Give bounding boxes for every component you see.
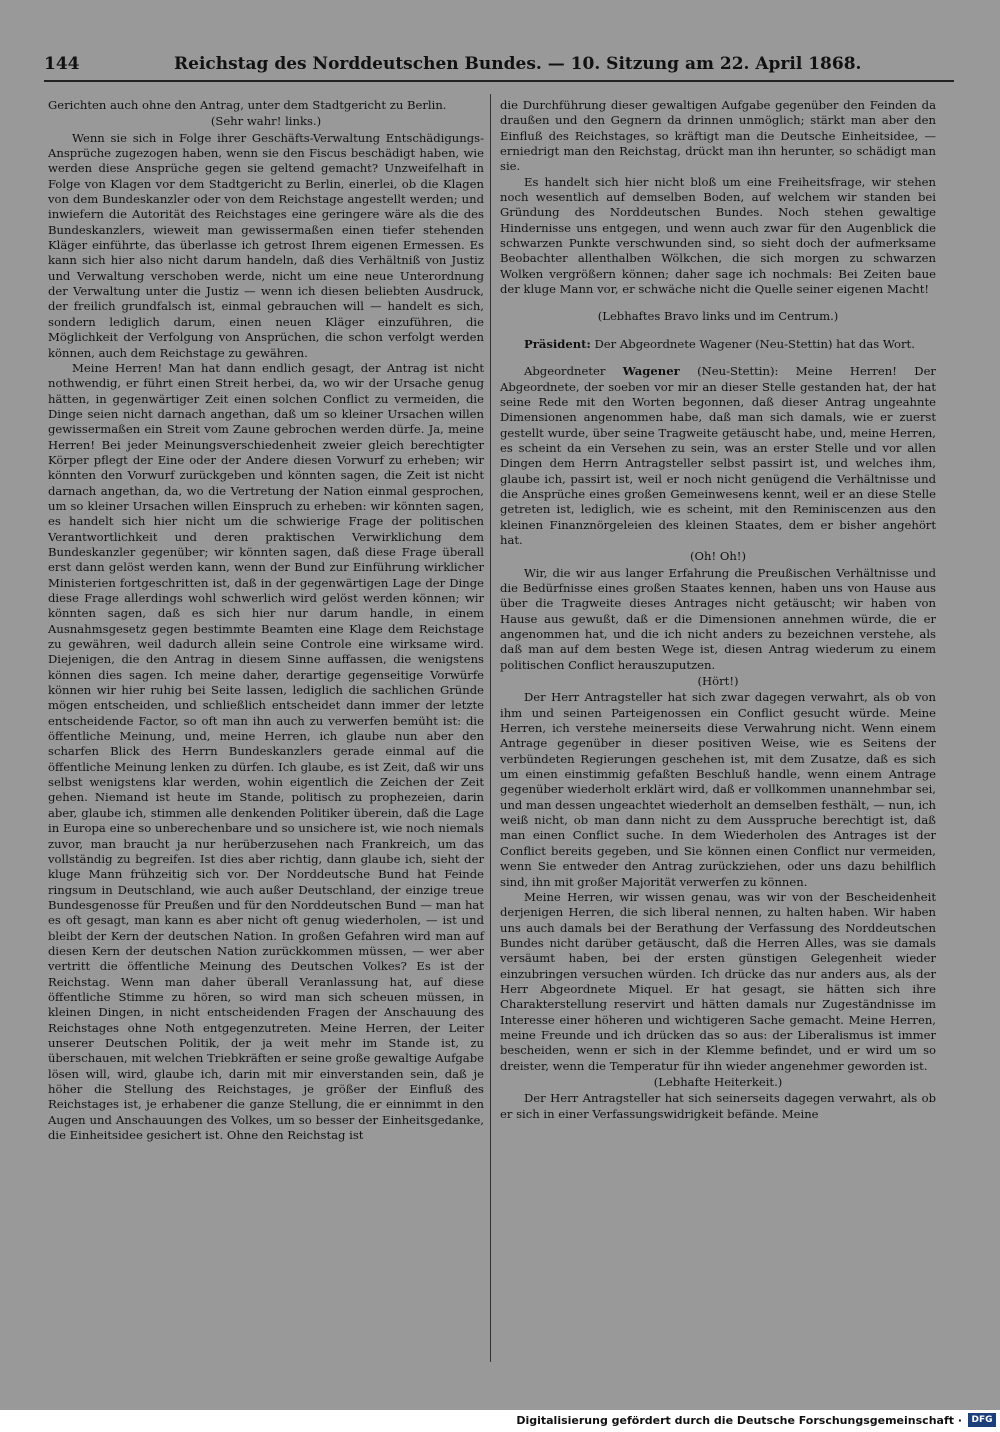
interjection: (Oh! Oh!) [690,549,746,564]
paragraph: Meine Herren, wir wissen genau, was wir von der Bescheidenheit derjenigen Herren, die sich liberal nennen, zu halten haben. Wir haben uns auch damals bei der Berathung der Verfassung des Norddeutschen Bundes nicht darüber getäuscht, daß die Herren Alles, was sie damals versäumt haben, bei der ersten günstigen Gelegenheit wieder einzubringen versuchen würden. Ich drücke das nur anders aus, als der Herr Abgeordnete Miquel. Er hat gesagt, sie hätten sich ihre Charakterstellung reservirt und hätten damals nur Zugeständnisse im Interesse einer höheren und wichtigeren Sache gemacht. Meine Herren, meine Freunde und ich drücken das so aus: der Liberalismus ist immer bescheiden, wenn er sich in der Klemme befindet, und er wird um so dreister, wenn die Temperatur für ihn wieder angenehmer geworden ist. [500,889,936,1073]
speaker-name: Wagener [622,364,680,379]
paragraph: Gerichten auch ohne den Antrag, unter dem Stadtgericht zu Berlin. [48,98,447,112]
page-header [44,54,954,82]
speaker-name: Präsident: [524,336,591,351]
paragraph: Es handelt sich hier nicht bloß um eine Freiheitsfrage, wir stehen noch wesentlich auf demselben Boden, auf welchem wir standen bei Gründung des Norddeutschen Bundes. Noch stehen gewaltige Hindernisse uns entgegen, und wenn auch zwar für den Augenblick die schwarzen Punkte verschwunden sind, so sieht doch der aufmerksame Beobachter allenthalben Wölkchen, die sich morgen zu schwarzen Wolken vergrößern können; daher sage ich nochmals: Bei Zeiten baue der kluge Mann vor, er schwäche nicht die Quelle seiner eigenen Macht! [500,174,936,297]
column-divider [490,94,491,1362]
paragraph: Der Herr Antragsteller hat sich zwar dagegen verwahrt, als ob von ihm und seinen Parteigenossen ein Conflict gesucht würde. Meine Herren, ich verstehe meinerseits diese Verwahrung nicht. Wenn einem Antrage gegenüber in dieser positiven Weise, wie es Seitens der verbündeten Regierungen geschehen ist, mit dem Zusatze, daß es sich um einen einstimmig gefaßten Beschluß handle, wenn einem Antrage gegenüber wiederholt erklärt wird, daß er vollkommen unannehmbar sei, und man dessen ungeachtet wiederholt an demselben festhält, — nun, ich weiß nicht, ob man dann nicht zu dem Ausspruche berechtigt ist, daß man einen Conflict suche. In dem Wiederholen des Antrages ist der Conflict bereits gegeben, und Sie können einen Conflict nur vermeiden, wenn Sie entweder den Antrag zurückziehen, oder uns dazu behilflich sind, ihn mit großer Majorität verwerfen zu können. [500,690,936,889]
paragraph: die Durchführung dieser gewaltigen Aufgabe gegenüber den Feinden da draußen und den Gegnern da drinnen unmöglich; stärkt man aber den Einfluß des Reichstages, so kräftigt man die Deutsche Einheitsidee, — erniedrigt man den Reichstag, drückt man ihn herunter, so schädigt man sie. [500,98,936,174]
paragraph: Wir, die wir aus langer Erfahrung die Preußischen Verhältnisse und die Bedürfnisse eines großen Staates kennen, haben uns von Hause aus über die Tragweite dieses Antrages nicht getäuscht; wir haben von Hause aus gewußt, daß er die Dimensionen annehmen würde, die er angenommen hat, und die ich nicht anders zu bezeichnen verstehe, als daß man auf dem besten Wege ist, diesen Antrag wiederum zu einem politischen Conflict herauszuputzen. [500,565,936,672]
dfg-logo: DFG [968,1413,996,1427]
interjection: (Lebhaftes Bravo links und im Centrum.) [597,309,839,324]
interjection: (Hört!) [697,674,739,689]
paragraph: Wenn sie sich in Folge ihrer Geschäfts-Verwaltung Entschädigungs-Ansprüche zugezogen haben, wenn sie den Fiscus beschädigt haben, wie werden diese Ansprüche gegen sie geltend gemacht? Unzweifelhaft in Folge von Klagen vor dem Stadtgericht zu Berlin, einerlei, ob die Klagen von dem Bundeskanzler oder von dem Reichstage angestellt werden; und inwiefern die Autorität des Reichstages eine geringere wäre als die des Bundeskanzlers, wieweit man gewissermaßen einen tiefer stehenden Kläger einführte, das überlasse ich getrost Ihrem eigenen Ermessen. Es kann sich hier also nicht darum handeln, daß dies Verhältniß von Justiz und Verwaltung verschoben werde, nicht um eine neue Unterordnung der Verwaltung unter die Justiz — wenn ich diesen beliebten Ausdruck, der freilich grundfalsch ist, einmal gebrauchen will — handelt es sich, sondern lediglich darum, einen neuen Kläger einzuführen, die Möglichkeit der Verfolgung von Ansprüchen, die schon verfolgt werden können, auch dem Reichstage zu gewähren. [48,130,484,360]
interjection: (Sehr wahr! links.) [210,114,322,129]
speaker-paragraph [500,364,936,548]
page-number: 144 [44,54,80,74]
speech-text: Der Abgeordnete Wagener (Neu-Stettin) hat das Wort. [590,336,915,351]
running-head: Reichstag des Norddeutschen Bundes. — 10. Sitzung am 22. April 1868. [174,54,862,74]
interjection: (Lebhafte Heiterkeit.) [653,1074,783,1089]
speech-text: (Neu-Stettin): Meine Herren! Der Abgeordnete, der soeben vor mir an dieser Stelle gestanden hat, der hat seine Rede mit den Worten begonnen, daß dieser Antrag ungeahnte Dimensionen angenommen habe, daß man sich damals, wie er zuerst gestellt wurde, über seine Tragweite getäuscht habe, und, meine Herren, es scheint da ein Versehen zu sein, was an erster Stelle und vor allen Dingen dem Herrn Antragsteller selbst passirt ist, und welches ihm, glaube ich, passirt ist, weil er noch nicht genügend die Verhältnisse und die Ansprüche eines großen Gemeinwesens kennt, weil er an diese Stelle getreten ist, lediglich, wie es scheint, mit den Reminiscenzen aus den kleinen Finanznörgeleien des kleinen Staates, dem er bisher angehört hat. [500,364,936,547]
footer-credit: Digitalisierung gefördert durch die Deutsche Forschungsgemeinschaft · [516,1414,962,1427]
paragraph: Meine Herren! Man hat dann endlich gesagt, der Antrag ist nicht nothwendig, er führt einen Streit herbei, da, wo wir der Ursache genug hätten, in gegenwärtiger Zeit einen solchen Conflict zu vermeiden, die Dinge seien nicht darnach angethan, daß um so kleiner Ursachen willen gewissermaßen ein Streit vom Zaune gebrochen werden dürfe. Ja, meine Herren! Bei jeder Meinungsverschiedenheit zweier gleich berechtigter Körper pflegt der Eine oder der Andere diesen Vorwurf zu erheben; wir könnten den Vorwurf zurückgeben und könnten sagen, die Zeit ist nicht darnach angethan, da, wo die Vertretung der Nation einmal gesprochen, um so kleiner Ursachen willen Einspruch zu erheben: wir könnten sagen, es handelt sich hier nicht um die schwierige Frage der politischen Verantwortlichkeit und deren praktischen Verwirklichung dem Bundeskanzler gegenüber; wir könnten sagen, daß diese Frage überall erst dann gelöst werden kann, wenn der Bund zur Einführung wirklicher Ministerien fortgeschritten ist, daß in der gegenwärtigen Lage der Dinge diese Frage allerdings wohl schwerlich wird gelöst werden können; wir könnten sagen, daß es sich hier nur darum handle, in einem Ausnahmsgesetz gegen bestimmte Beamten eine Klage dem Reichstage zu gewähren, weil dadurch allein seine Controle eine wirksame wird. Diejenigen, die den Antrag in diesem Sinne auffassen, die wenigstens können dies sagen. Ich meine daher, derartige gegenseitige Vorwürfe können wir hier ruhig bei Seite lassen, lediglich die sachlichen Gründe mögen entscheiden, und schließlich entscheidet dann immer der letzte entscheidende Factor, so oft man ihn auch zu verwerfen bemüht ist: die öffentliche Meinung, und, meine Herren, ich glaube nun aber den scharfen Blick des Herrn Bundeskanzlers gerade einmal auf die öffentliche Meinung lenken zu dürfen. Ich glaube, es ist Zeit, daß wir uns selbst wenigstens klar werden, wohin eigentlich die Zeichen der Zeit gehen. Niemand ist heute im Stande, politisch zu prophezeien, darin aber, glaube ich, stimmen alle denkenden Politiker überein, daß die Lage in Europa eine so unberechenbare und so unsichere ist, wie noch niemals zuvor, man braucht ja nur herüberzusehen nach Frankreich, um das vollständig zu begreifen. Ist dies aber richtig, dann glaube ich, sieht der kluge Mann frühzeitig sich vor. Der Norddeutsche Bund hat Feinde ringsum in Deutschland, wie auch außer Deutschland, der einzige treue Bundesgenosse für Preußen und für den Norddeutschen Bund — man hat es oft gesagt, man kann es aber nicht oft genug wiederholen, — ist und bleibt der Kern der deutschen Nation. In großen Gefahren wird man auf diesen Kern der deutschen Nation zurückkommen müssen, — wer aber vertritt die öffentliche Meinung des Deutschen Volkes? Es ist der Reichstag. Wenn man daher überall Veranlassung hat, auf diese öffentliche Stimme zu hören, so wird man sich scheuen müssen, in kleinen Dingen, in nicht entscheidenden Fragen der Anschauung des Reichstages ohne Noth entgegenzutreten. Meine Herren, der Leiter unserer Deutschen Politik, der ja weit mehr im Stande ist, zu überschauen, mit welchen Triebkräften er seine große gewaltige Aufgabe lösen will, wird, glaube ich, darin mit mir einverstanden sein, daß je höher die Stellung des Reichstages, je größer der Einfluß des Reichstages ist, je erhabener die ganze Stellung, die er einnimmt in den Augen und Anschauungen des Volkes, um so besser der Einheitsgedanke, die Einheitsidee gesichert ist. Ohne den Reichstag ist [48,360,484,1143]
left-column [48,98,484,1143]
speaker-paragraph [500,337,936,352]
footer-bar [0,1410,1000,1432]
speaker-prefix: Abgeordneter [524,364,623,379]
right-column [500,98,936,1122]
paragraph: Der Herr Antragsteller hat sich seinerseits dagegen verwahrt, als ob er sich in einer Verfassungswidrigkeit befände. Meine [500,1091,936,1121]
